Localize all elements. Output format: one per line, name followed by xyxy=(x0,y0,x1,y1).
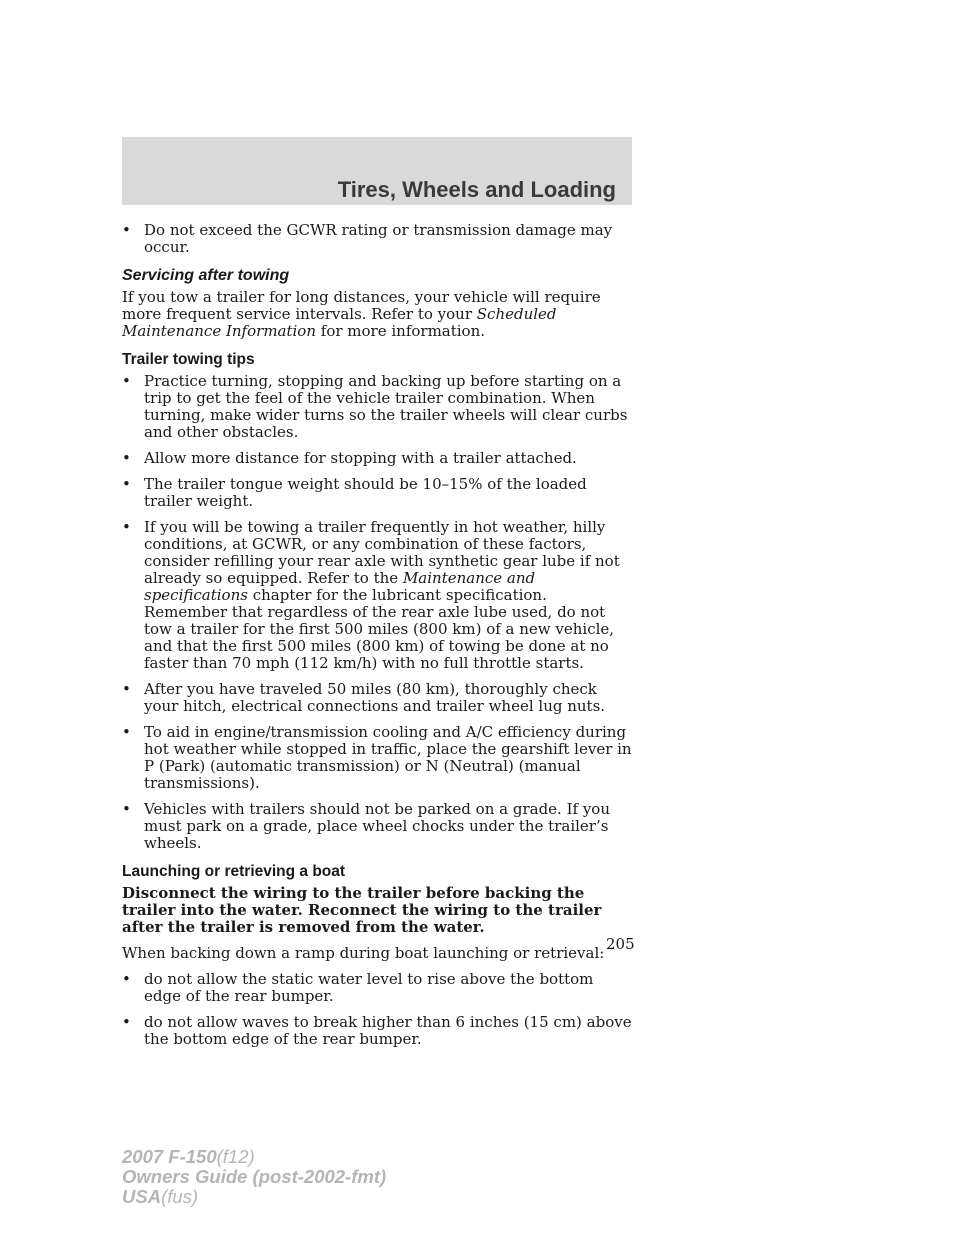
bullet-icon: • xyxy=(122,723,131,741)
list-item: • Do not exceed the GCWR rating or transmission damage may occur. xyxy=(122,221,613,256)
bullet-icon: • xyxy=(122,449,131,467)
list-item: • Practice turning, stopping and backing up before starting on a trip to get the feel of the vehicle trailer combination. When turning, make wider turns so the trailer wheels will clear curbs and other obstacles. xyxy=(122,372,628,441)
bullet-icon: • xyxy=(122,970,131,988)
bullet-icon: • xyxy=(122,518,131,536)
footer xyxy=(122,1147,386,1207)
footer-line-guide: Owners Guide (post-2002-fmt) xyxy=(122,1166,387,1187)
bullet-icon: • xyxy=(122,680,131,698)
page-content xyxy=(122,222,632,1057)
page-number: 205 xyxy=(606,935,635,953)
section-heading-boat: Launching or retrieving a boat xyxy=(122,863,346,880)
list-item: • The trailer tongue weight should be 10–15% of the loaded trailer weight. xyxy=(122,475,587,510)
boat-intro: When backing down a ramp during boat launching or retrieval: xyxy=(122,944,605,962)
list-item: • After you have traveled 50 miles (80 km), thoroughly check your hitch, electrical connections and trailer wheel lug nuts. xyxy=(122,680,606,715)
list-item: • Allow more distance for stopping with a trailer attached. xyxy=(122,449,577,467)
bullet-icon: • xyxy=(122,1013,131,1031)
list-item: • do not allow waves to break higher than 6 inches (15 cm) above the bottom edge of the rear bumper. xyxy=(122,1013,632,1048)
footer-line-model: 2007 F-150(f12) xyxy=(122,1146,255,1167)
boat-warning: Disconnect the wiring to the trailer before backing the trailer into the water. Reconnect the wiring to the trailer after the trailer is removed from the water. xyxy=(122,884,602,936)
bullet-icon: • xyxy=(122,372,131,390)
bullet-icon: • xyxy=(122,800,131,818)
footer-line-region: USA(fus) xyxy=(122,1186,199,1207)
section-heading-servicing: Servicing after towing xyxy=(122,267,290,284)
list-item: • do not allow the static water level to rise above the bottom edge of the rear bumper. xyxy=(122,970,594,1005)
bullet-icon: • xyxy=(122,221,131,239)
list-item: • Vehicles with trailers should not be parked on a grade. If you must park on a grade, place wheel chocks under the trailer’s wheels. xyxy=(122,800,610,852)
list-item: • To aid in engine/transmission cooling and A/C efficiency during hot weather while stopped in traffic, place the gearshift lever in P (Park) (automatic transmission) or N (Neutral) (manual transmissions). xyxy=(122,723,632,792)
chapter-title: Tires, Wheels and Loading xyxy=(337,177,616,202)
bullet-icon: • xyxy=(122,475,131,493)
servicing-paragraph: If you tow a trailer for long distances, your vehicle will require more frequent service intervals. Refer to your Scheduled Maintenance Information for more information. xyxy=(122,288,601,340)
section-heading-tips: Trailer towing tips xyxy=(122,351,255,368)
header-band xyxy=(122,137,632,205)
list-item: • If you will be towing a trailer frequently in hot weather, hilly conditions, at GCWR, or any combination of these factors, consider refilling your rear axle with synthetic gear lube if not already so equipped. Refer to the Maintenance and specifications chapter for the lubricant specification. Remember that regardless of the rear axle lube used, do not tow a trailer for the first 500 miles (800 km) of a new vehicle, and that the first 500 miles (800 km) of towing be done at no faster than 70 mph (112 km/h) with no full throttle starts. xyxy=(122,518,620,672)
